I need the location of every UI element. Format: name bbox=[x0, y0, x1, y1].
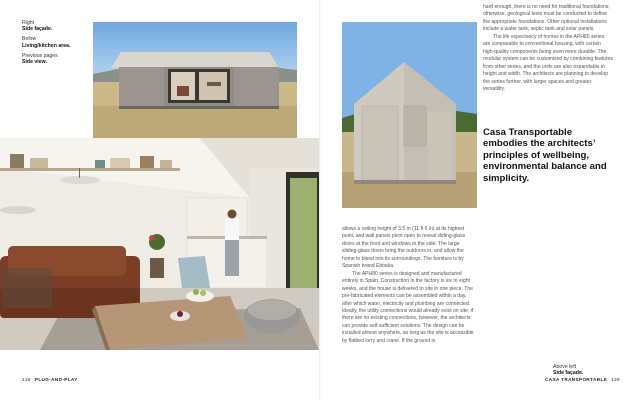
caption-label: Right bbox=[22, 20, 35, 26]
photo-side-facade-right bbox=[342, 22, 477, 208]
page-number-right: 129 bbox=[611, 377, 620, 382]
paragraph: hard enough, there is no need for traditional foundations; otherwise, geological tests must be conducted to define the appropriate foundations. Other optional installations include a water tank, septic tank and solar panels. bbox=[483, 4, 610, 33]
paragraph: The life expectancy of homes in the APH80 series are comparable to conventional housing, with certain high-quality components being even more durable. The modular system can be customized by combining features from other series, and the units are also expandable in height and width. The architects are planning to develop the series further, with larger spaces and greater versatility. bbox=[483, 33, 613, 92]
caption-block-top-left bbox=[22, 20, 92, 65]
caption-below bbox=[22, 36, 92, 48]
spine-gutter bbox=[319, 0, 321, 400]
caption-previous bbox=[22, 53, 92, 65]
caption-value: Side view. bbox=[22, 59, 47, 66]
photo-living-kitchen bbox=[0, 138, 319, 350]
page-number-left: 128 bbox=[22, 377, 31, 382]
text-column-left bbox=[342, 226, 474, 345]
footer-right bbox=[545, 377, 620, 382]
section-title-right: CASA TRANSPORTABLE bbox=[545, 377, 608, 382]
text-column-right bbox=[483, 4, 613, 93]
footer-left bbox=[22, 377, 78, 382]
caption-value: Side façade. bbox=[22, 26, 53, 33]
interior-illustration bbox=[0, 138, 319, 350]
caption-label: Above left bbox=[553, 364, 577, 370]
photo-side-facade bbox=[93, 22, 297, 144]
paragraph: The APH80 series is designed and manufactured entirely in Spain. Construction in the factory is six to eight weeks, and the house is delivered to site in one piece. The pre-fabricated elements can be assembled within a day, after which water, electricity and plumbing are connected. Ideally, the utility connections would already exist on site; if there are no existing connections, however, the architects can provide self-sufficient solutions. The design can be installed almost anywhere, as long as the site is accessible by flatbed lorry and crane. If the ground is bbox=[342, 270, 474, 344]
caption-label: Below bbox=[22, 36, 37, 43]
caption-right bbox=[22, 20, 92, 32]
paragraph: allows a ceiling height of 3.5 m (11 ft 6 in) at its highest point, and wall panels pivot open to reveal sliding-glass doors at the front and windows to the side. The large sliding-glass doors bring the outdoors in, and allow the home to blend into its surroundings. The furniture is by Spanish brand Ebbaka. bbox=[342, 226, 466, 270]
caption-label: Previous pages bbox=[22, 52, 58, 59]
caption-block-bottom-right bbox=[553, 364, 613, 376]
caption-value: Side façade. bbox=[553, 370, 584, 377]
section-title-left: PLUG-AND-PLAY bbox=[34, 377, 78, 382]
cabin-field-illustration bbox=[93, 22, 297, 144]
cabin-gable-illustration bbox=[342, 22, 477, 208]
pull-quote: Casa Transportable embodies the architects’ principles of wellbeing, environmental balance and simplicity. bbox=[483, 127, 607, 184]
caption-value: Living/kitchen area. bbox=[22, 42, 71, 49]
